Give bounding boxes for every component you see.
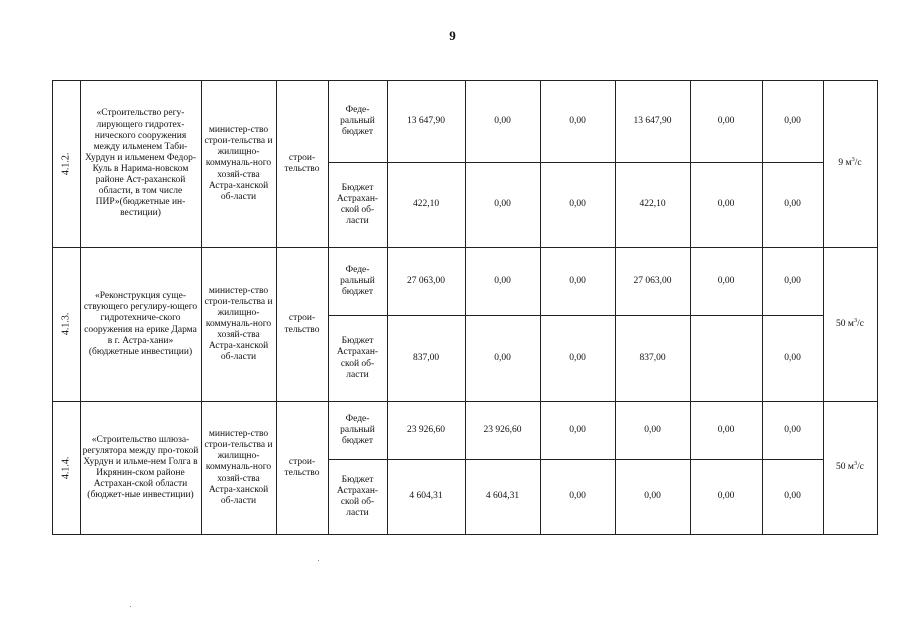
capacity-unit-exponent: 3 [851, 156, 855, 164]
capacity-value: 9 м [838, 158, 852, 169]
scan-speck [318, 560, 319, 561]
value-cell: 23 926,60 [465, 402, 540, 460]
value-cell: 422,10 [387, 163, 465, 248]
row-number: 4.1.2. [60, 152, 72, 176]
value-cell: 0,00 [762, 81, 823, 163]
row-number: 4.1.4. [60, 456, 72, 480]
funding-source-cell: Феде-ральный бюджет [328, 81, 387, 163]
executor-cell: министер-ство строи-тельства и жилищно-коммуналь-ного хозяй-ства Астра-ханской об-ласти [201, 248, 276, 402]
value-cell: 0,00 [762, 248, 823, 316]
budget-table [52, 80, 878, 535]
value-cell: 0,00 [540, 248, 615, 316]
value-cell: 0,00 [540, 316, 615, 402]
capacity-value: 50 м [836, 318, 854, 329]
funding-source-cell: Бюджет Астрахан-ской об-ласти [328, 460, 387, 535]
value-cell: 0,00 [690, 402, 762, 460]
value-cell: 0,00 [762, 163, 823, 248]
value-cell: 0,00 [762, 460, 823, 535]
row-number: 4.1.3. [60, 313, 72, 336]
work-type-cell: строи-тельство [276, 81, 328, 248]
value-cell: 0,00 [690, 163, 762, 248]
capacity-cell [823, 248, 877, 402]
value-cell [690, 316, 762, 402]
capacity-unit-tail: /с [857, 462, 864, 473]
executor-cell: министер-ство строи-тельства и жилищно-коммуналь-ного хозяй-ства Астра-ханской об-ласти [201, 402, 276, 535]
funding-source-cell: Бюджет Астрахан-ской об-ласти [328, 163, 387, 248]
value-cell: 0,00 [615, 402, 690, 460]
project-name-cell: «Реконструкция суще-ствующего регулиру-ющего гидротехниче-ского сооружения на ерике Дарма в г. Астра-хани» (бюджетные инвестиции) [80, 248, 201, 402]
capacity-unit-tail: /с [854, 158, 862, 169]
row-number-cell [53, 81, 81, 248]
work-type-cell: строи-тельство [276, 402, 328, 535]
value-cell: 0,00 [540, 163, 615, 248]
row-number-cell [53, 248, 81, 402]
funding-source-cell: Бюджет Астрахан-ской об-ласти [328, 316, 387, 402]
project-name-cell: «Строительство шлюза-регулятора между про-токой Хурдун и ильме-нем Голга в Икрянин-ском районе Астрахан-ской области (бюджет-ные инвестиции) [80, 402, 201, 535]
table-row [53, 81, 878, 163]
table-row [53, 248, 878, 316]
value-cell: 27 063,00 [615, 248, 690, 316]
capacity-cell [823, 402, 877, 535]
capacity-value: 50 м [836, 462, 854, 473]
value-cell: 0,00 [690, 81, 762, 163]
funding-source-cell: Феде-ральный бюджет [328, 248, 387, 316]
value-cell: 23 926,60 [387, 402, 465, 460]
value-cell: 0,00 [762, 316, 823, 402]
value-cell: 0,00 [540, 460, 615, 535]
value-cell: 0,00 [690, 460, 762, 535]
funding-source-cell: Феде-ральный бюджет [328, 402, 387, 460]
value-cell: 0,00 [465, 81, 540, 163]
executor-cell: министер-ство строи-тельства и жилищно-коммуналь-ного хозяй-ства Астра-ханской об-ласти [201, 81, 276, 248]
value-cell: 0,00 [615, 460, 690, 535]
value-cell: 0,00 [690, 248, 762, 316]
page-number: 9 [449, 28, 456, 43]
value-cell: 0,00 [465, 163, 540, 248]
value-cell: 4 604,31 [465, 460, 540, 535]
capacity-unit-exponent: 3 [853, 460, 858, 468]
value-cell: 13 647,90 [615, 81, 690, 163]
value-cell: 0,00 [465, 248, 540, 316]
capacity-cell [823, 81, 877, 248]
capacity-unit-exponent: 3 [853, 316, 858, 324]
value-cell: 0,00 [540, 81, 615, 163]
scan-speck [130, 606, 131, 607]
table-row [53, 402, 878, 460]
work-type-cell: строи-тельство [276, 248, 328, 402]
value-cell: 4 604,31 [387, 460, 465, 535]
value-cell: 0,00 [762, 402, 823, 460]
value-cell: 837,00 [387, 316, 465, 402]
value-cell: 27 063,00 [387, 248, 465, 316]
capacity-unit-tail: /с [857, 318, 864, 329]
value-cell: 13 647,90 [387, 81, 465, 163]
value-cell: 0,00 [465, 316, 540, 402]
row-number-cell [53, 402, 81, 535]
value-cell: 837,00 [615, 316, 690, 402]
value-cell: 0,00 [540, 402, 615, 460]
value-cell: 422,10 [615, 163, 690, 248]
project-name-cell: «Строительство регу-лирующего гидротех-нического сооружения между ильменем Таби-Хурдун и ильменем Федор-Куль в Нарима-новском районе Аст-раханской области, в том числе ПИР»(бюджетные ин-вестиции) [80, 81, 201, 248]
